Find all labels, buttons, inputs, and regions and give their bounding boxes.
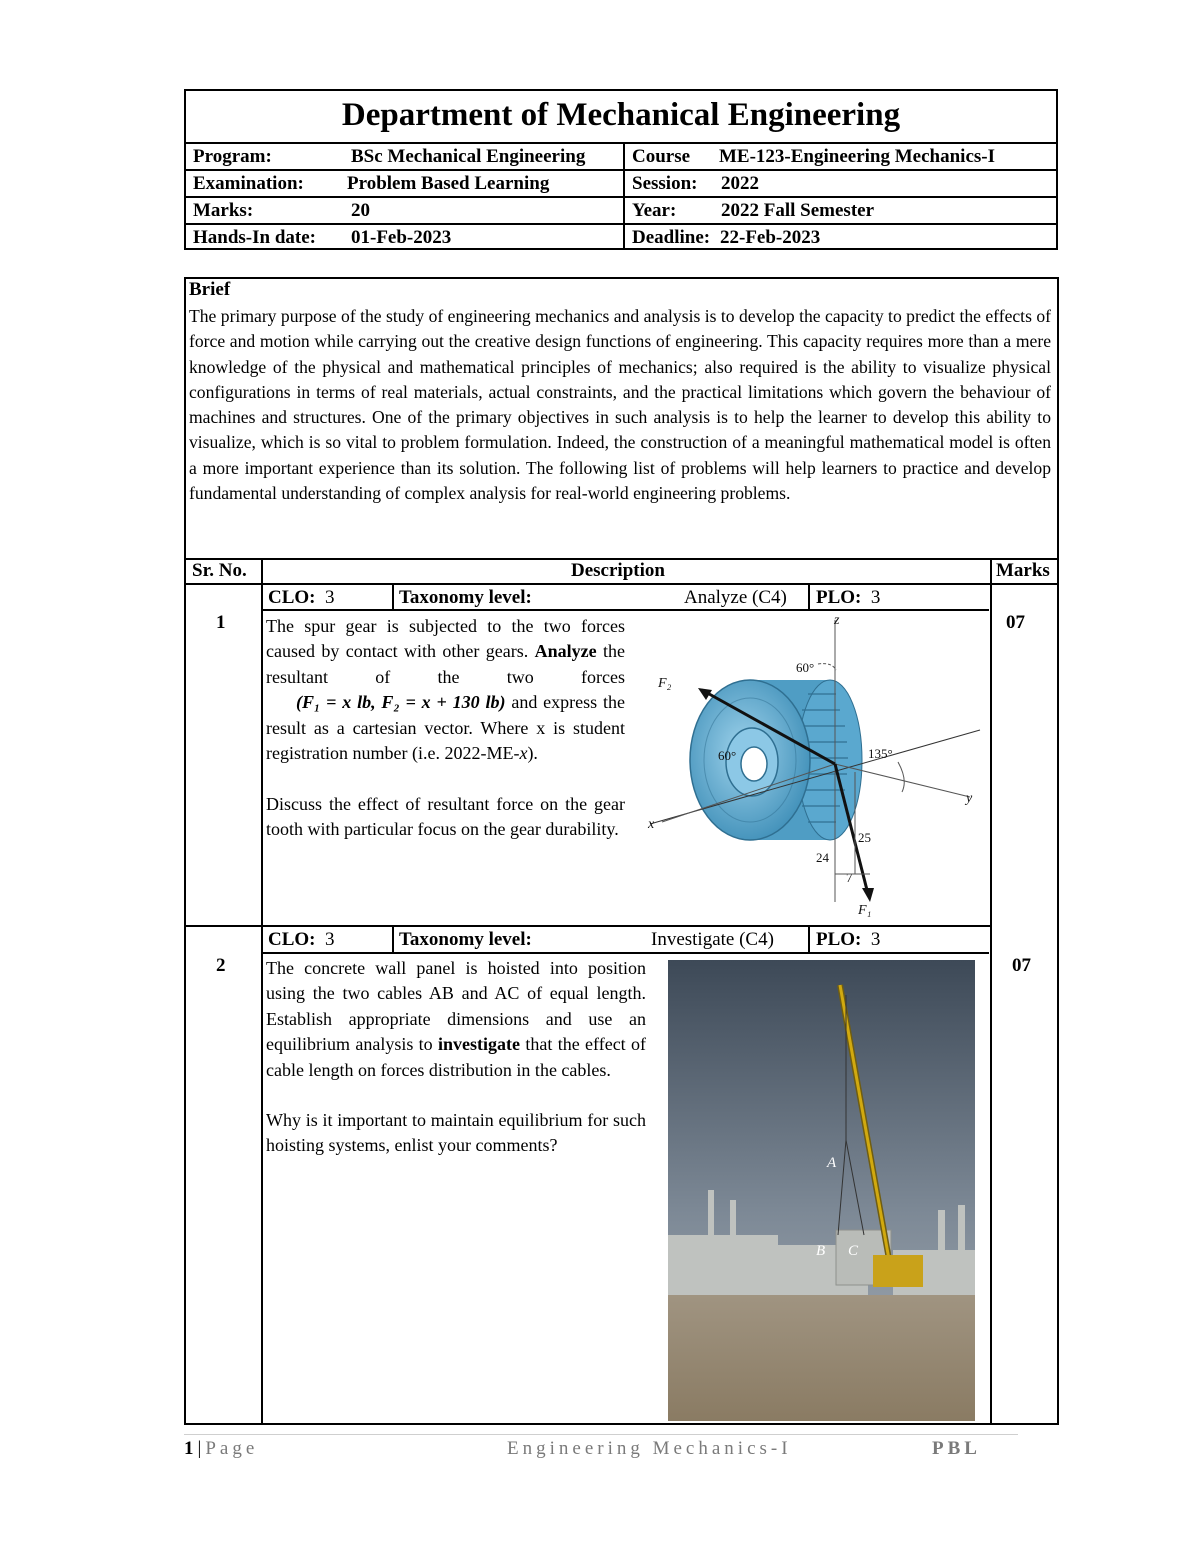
header-row-marks [186, 196, 1056, 225]
problem-1-marks: 07 [1006, 612, 1025, 633]
problem-2-sr: 2 [216, 955, 226, 976]
photo-label-c: C [848, 1243, 859, 1259]
row1-clo-sep [392, 585, 394, 609]
problem-1-verb: Analyze [534, 641, 597, 662]
department-title: Department of Mechanical Engineering [341, 97, 901, 133]
header-row-program [186, 142, 1056, 171]
problem-2-taxonomy-value: Investigate (C4) [651, 929, 774, 950]
problem-1-discussion: Discuss the effect of resultant force on the gear tooth with particular focus on the gear durability. [266, 794, 625, 840]
program-label: Program: [193, 146, 272, 167]
spur-gear-figure [640, 612, 985, 922]
col-header-sr: Sr. No. [192, 560, 247, 581]
problem-1-statement: The spur gear is subjected to the two forces caused by contact with other gears. Analyze the resultant of the two forces (F₁ = x lb, F₂ = x + 130 lb) and express the result as a cartesian vector. Where x is student registration number (i.e. 2022-ME-x). [266, 616, 626, 764]
footer-tag: PBL [932, 1438, 981, 1459]
row1-bottom-rule [184, 925, 991, 927]
marks-label: Marks: [193, 200, 254, 221]
col-header-description: Description [571, 560, 665, 581]
exam-label: Examination: [193, 173, 304, 194]
row1-clo-rule [262, 609, 989, 611]
crane-base [873, 1255, 923, 1287]
dim-25: 25 [858, 830, 871, 845]
session-value: 2022 [721, 173, 759, 194]
angle-135: 135° [868, 746, 893, 761]
header-row-dates [186, 223, 1056, 252]
problem-2-clo: CLO: 3 [268, 929, 335, 950]
course-value: ME-123-Engineering Mechanics-I [719, 146, 996, 167]
footer-page: 1 | Page [184, 1438, 259, 1459]
brief-heading: Brief [189, 279, 231, 300]
dim-7: 7 [846, 870, 853, 885]
header-row-exam [186, 169, 1056, 198]
marks-value: 20 [351, 200, 370, 221]
force-f1-head [862, 888, 874, 902]
brief-text: The primary purpose of the study of engineering mechanics and analysis is to develop the capacity to predict the effects of force and motion while carrying out the creative design functions of engineering. This capacity requires more than a mere knowledge of the physical and mathematical principles of mechanics; also required is the ability to visualize physical configurations in terms of real materials, actual constraints, and the practical limitations which govern the behaviour of machines and structures. One of the primary objectives in such analysis is to help the learner to develop this ability to visualize, which is so vital to problem formulation. Indeed, the construction of a meaningful mathematical model is often a more important experience than its solution. The following list of problems will help learners to practice and develop fundamental understanding of complex analysis for real-world engineering problems. [189, 306, 1051, 504]
label-f2: F₂ [658, 676, 672, 691]
program-value: BSc Mechanical Engineering [351, 146, 586, 167]
course-label: Course [632, 146, 691, 167]
photo-label-a: A [827, 1155, 837, 1171]
gear-body [690, 680, 862, 840]
problem-2-plo: PLO: 3 [816, 929, 881, 950]
col-sr-rule [261, 558, 263, 1425]
session-label: Session: [632, 173, 698, 194]
deadline-label: Deadline: [632, 227, 711, 248]
problem-2-taxonomy-label: Taxonomy level: [399, 929, 532, 950]
table-header-bottom-rule [184, 583, 1059, 585]
footer-rule [184, 1434, 1018, 1435]
dim-24: 24 [816, 850, 829, 865]
label-x: x [648, 817, 655, 832]
row2-plo-sep [808, 927, 810, 952]
problem-1-plo: PLO: 3 [816, 587, 881, 608]
label-f1: F₁ [858, 903, 872, 918]
handsin-label: Hands-In date: [193, 227, 316, 248]
year-label: Year: [632, 200, 677, 221]
header-box [184, 89, 1058, 250]
problem-1-taxonomy-value: Analyze (C4) [684, 587, 787, 608]
problem-1-sr: 1 [216, 612, 226, 633]
year-value: 2022 Fall Semester [721, 200, 875, 221]
row2-clo-sep [392, 927, 394, 952]
problem-1-formula: (F₁ = x lb, F₂ = x + 130 lb) [296, 692, 506, 713]
problem-2-marks: 07 [1012, 955, 1031, 976]
problem-2-discussion: Why is it important to maintain equilibrium for such hoisting systems, enlist your comments? [266, 1110, 646, 1156]
footer-course: Engineering Mechanics-I [507, 1438, 792, 1459]
handsin-value: 01-Feb-2023 [351, 227, 452, 248]
angle-60-top: 60° [796, 660, 815, 675]
row2-clo-rule [262, 952, 989, 954]
header-divider [623, 142, 625, 248]
problem-1-clo: CLO: 3 [268, 587, 335, 608]
col-header-marks: Marks [996, 560, 1050, 581]
problem-2-verb: investigate [438, 1034, 521, 1055]
row1-plo-sep [808, 585, 810, 609]
problem-2-statement: The concrete wall panel is hoisted into position using the two cables AB and AC of equal length. Establish appropriate dimensions and use an equilibrium analysis to investigate that the effect of cable length on forces distribution in the cables. [266, 958, 647, 1080]
col-marks-rule [990, 558, 992, 1425]
label-y: y [966, 791, 973, 806]
deadline-value: 22-Feb-2023 [720, 227, 821, 248]
crane-photo [668, 960, 975, 1421]
label-z: z [834, 613, 840, 628]
exam-value: Problem Based Learning [347, 173, 550, 194]
problem-1-taxonomy-label: Taxonomy level: [399, 587, 532, 608]
photo-label-b: B [816, 1243, 826, 1259]
ground [668, 1295, 975, 1421]
angle-60-gear: 60° [718, 748, 737, 763]
